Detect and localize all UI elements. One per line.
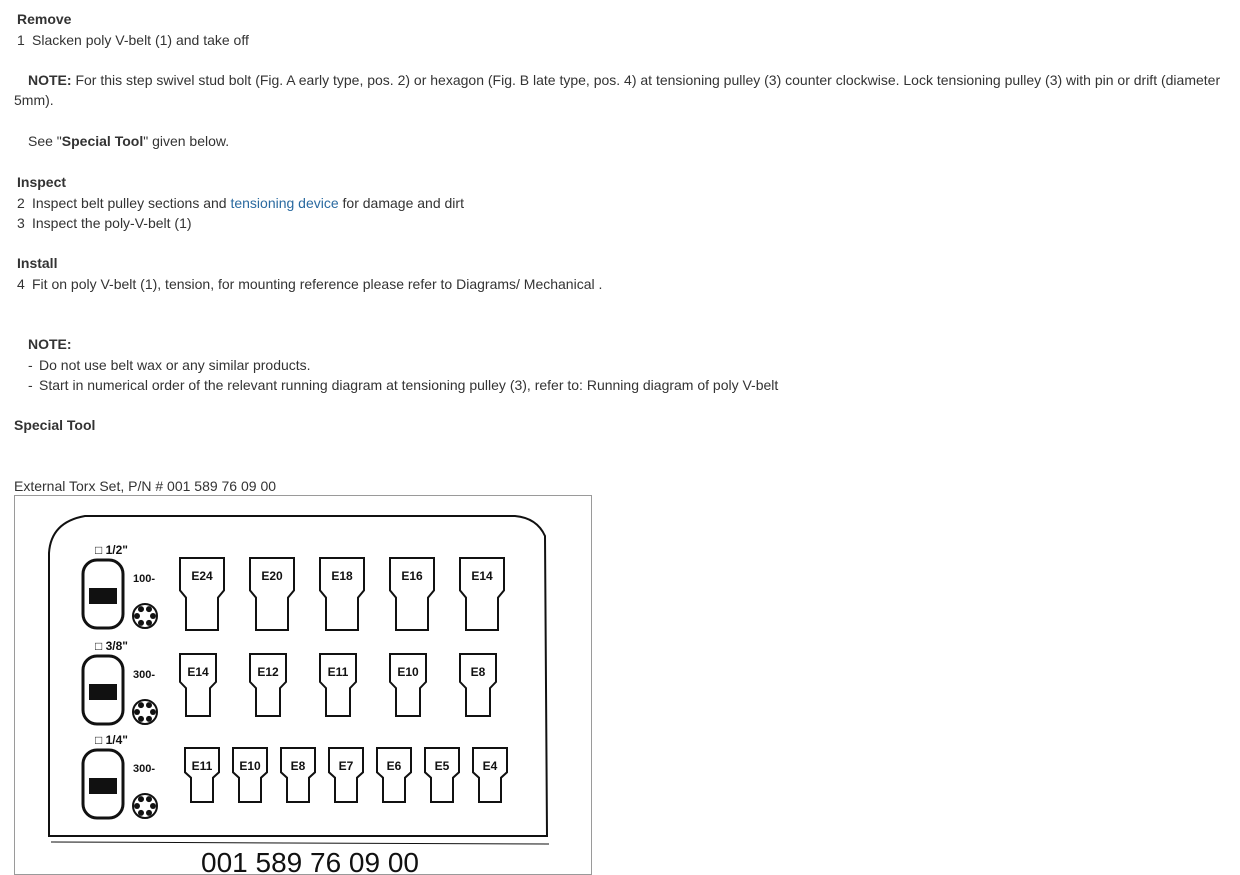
note-2-item	[28, 375, 778, 395]
socket	[185, 748, 219, 802]
remove-heading: Remove	[17, 11, 72, 27]
note-text: For this step swivel stud bolt (Fig. A early type, pos. 2) or hexagon (Fig. B late type, pos. 4) at tensioning pulley (3) counter clockwise. Lock tensioning pulley (3) with pin or drift (diameter 5mm).	[14, 72, 1221, 108]
torx-lobe	[138, 702, 144, 708]
socket-size-label: E10	[397, 665, 419, 679]
socket-outline	[320, 654, 356, 716]
socket	[320, 654, 356, 716]
socket	[473, 748, 507, 802]
torx-lobe	[150, 709, 156, 715]
drive-size-label: □ 1/4"	[95, 733, 128, 747]
socket	[390, 654, 426, 716]
socket-outline	[473, 748, 507, 802]
torx-lobe	[134, 709, 140, 715]
socket	[320, 558, 364, 630]
socket	[281, 748, 315, 802]
install-heading: Install	[17, 255, 58, 271]
socket	[390, 558, 434, 630]
socket-rows	[83, 543, 507, 818]
torx-lobe	[146, 620, 152, 626]
torx-lobe	[146, 716, 152, 722]
special-tool-heading: Special Tool	[14, 417, 96, 433]
socket-outline	[329, 748, 363, 802]
torx-lobe	[150, 613, 156, 619]
inspect-heading: Inspect	[17, 174, 67, 190]
socket-size-label: E14	[471, 569, 493, 583]
socket-size-label: E11	[191, 759, 213, 773]
torx-lobe	[134, 803, 140, 809]
series-code-label: 300-	[133, 763, 156, 775]
torx-lobe	[146, 606, 152, 612]
step-3-number: 3	[17, 215, 25, 231]
socket-size-label: E16	[401, 569, 423, 583]
drive-size-label: □ 3/8"	[95, 639, 128, 653]
torx-lobe	[138, 620, 144, 626]
figure-part-number: 001 589 76 09 00	[201, 847, 419, 875]
series-code-label: 300-	[133, 669, 156, 681]
step-3	[17, 213, 192, 233]
socket-size-label: E8	[290, 759, 306, 773]
socket	[180, 654, 216, 716]
torx-lobe	[146, 796, 152, 802]
torx-lobe	[138, 606, 144, 612]
socket	[250, 558, 294, 630]
socket	[460, 654, 496, 716]
tensioning-device-link[interactable]: tensioning device	[230, 195, 339, 211]
socket	[233, 748, 267, 802]
step-2-text-after: for damage and dirt	[338, 195, 464, 211]
adapter-band	[89, 684, 117, 700]
bullet-dash: -	[28, 357, 33, 373]
adapter-band	[89, 778, 117, 794]
socket-outline	[281, 748, 315, 802]
note-2-label: NOTE:	[28, 336, 72, 352]
socket-outline	[250, 654, 286, 716]
note-label: NOTE:	[28, 72, 72, 88]
drive-size-label: □ 1/2"	[95, 543, 128, 557]
socket-outline	[233, 748, 267, 802]
socket	[377, 748, 411, 802]
torx-lobe	[134, 613, 140, 619]
step-3-text: Inspect the poly-V-belt (1)	[32, 215, 192, 231]
step-2	[17, 193, 464, 213]
socket-row	[83, 733, 507, 818]
see-suffix: " given below.	[143, 133, 230, 149]
socket-size-label: E6	[386, 759, 402, 773]
socket-row	[83, 639, 496, 724]
socket	[460, 558, 504, 630]
series-code-label: 100-	[133, 573, 156, 585]
note-2-item-text: Start in numerical order of the relevant running diagram at tensioning pulley (3), refer to: Running diagram of poly V-belt	[39, 377, 779, 393]
case-base-line	[51, 842, 549, 844]
step-1-text: Slacken poly V-belt (1) and take off	[32, 32, 249, 48]
note-2-item-text: Do not use belt wax or any similar products.	[39, 357, 311, 373]
socket-outline	[425, 748, 459, 802]
socket-size-label: E4	[482, 759, 498, 773]
step-1	[17, 30, 249, 50]
see-special-tool-bold: Special Tool	[61, 133, 144, 149]
torx-set-figure	[14, 495, 592, 875]
note-remove	[14, 70, 1236, 110]
see-prefix: See "	[28, 133, 62, 149]
socket-outline	[390, 654, 426, 716]
adapter-band	[89, 588, 117, 604]
socket-outline	[180, 654, 216, 716]
step-1-number: 1	[17, 32, 25, 48]
socket-size-label: E5	[434, 759, 450, 773]
torx-lobe	[138, 716, 144, 722]
socket-outline	[185, 748, 219, 802]
tool-caption: External Torx Set, P/N # 001 589 76 09 00	[14, 478, 277, 494]
bullet-dash: -	[28, 377, 33, 393]
note-2-item	[28, 355, 311, 375]
torx-lobe	[138, 810, 144, 816]
step-4-number: 4	[17, 276, 25, 292]
socket-size-label: E20	[261, 569, 283, 583]
torx-lobe	[146, 810, 152, 816]
step-2-text-before: Inspect belt pulley sections and	[32, 195, 231, 211]
see-special-tool	[28, 131, 229, 151]
socket-row	[83, 543, 504, 630]
socket-size-label: E12	[257, 665, 279, 679]
torx-lobe	[138, 796, 144, 802]
torx-lobe	[150, 803, 156, 809]
socket	[425, 748, 459, 802]
torx-set-drawing	[15, 496, 592, 875]
socket-size-label: E10	[239, 759, 261, 773]
socket-size-label: E7	[338, 759, 354, 773]
socket-size-label: E8	[470, 665, 486, 679]
socket-outline	[460, 654, 496, 716]
socket-size-label: E24	[191, 569, 213, 583]
torx-lobe	[146, 702, 152, 708]
socket	[329, 748, 363, 802]
socket-outline	[377, 748, 411, 802]
socket-size-label: E14	[187, 665, 209, 679]
socket-size-label: E11	[327, 665, 349, 679]
socket-size-label: E18	[331, 569, 353, 583]
step-4-text: Fit on poly V-belt (1), tension, for mounting reference please refer to Diagrams/ Mechanical .	[32, 276, 603, 292]
socket	[180, 558, 224, 630]
step-4	[17, 274, 602, 294]
socket	[250, 654, 286, 716]
step-2-number: 2	[17, 195, 25, 211]
